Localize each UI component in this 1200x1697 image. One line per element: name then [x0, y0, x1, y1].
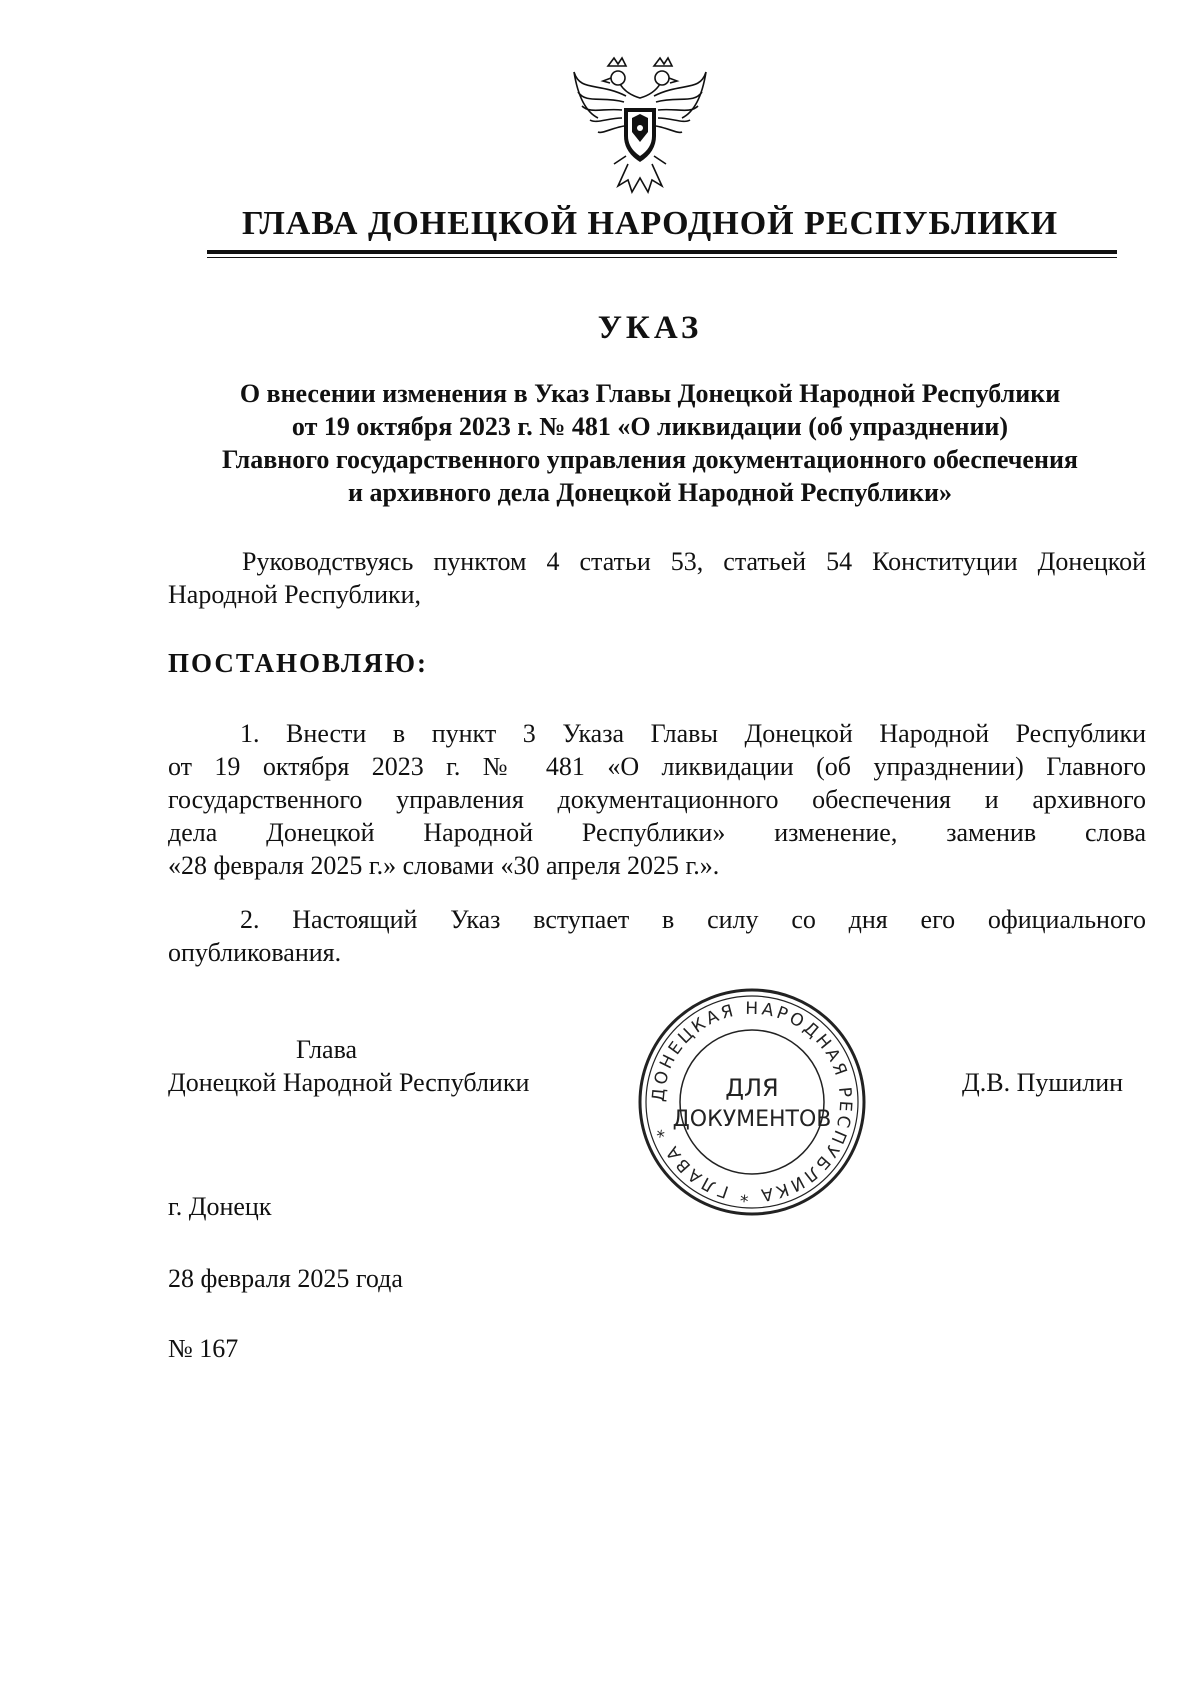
item-2-paragraph — [168, 903, 1146, 969]
signatory-title — [168, 1033, 588, 1099]
signatory-title-line: Глава — [296, 1035, 358, 1064]
signatory-name: Д.В. Пушилин — [962, 1068, 1124, 1097]
header-rule-thick — [207, 250, 1117, 254]
document-type: УКАЗ — [597, 310, 703, 346]
item-1-line: от 19 октября 2023 г. № 481 «О ликвидации (об упразднении) Главного — [168, 752, 1146, 781]
title-line: от 19 октября 2023 г. № 481 «О ликвидации (об упразднении) — [291, 412, 1009, 441]
signatory-title-line: Донецкой Народной Республики — [168, 1068, 530, 1097]
preamble-paragraph — [168, 545, 1146, 611]
title-line: Главного государственного управления документационного обеспечения — [222, 445, 1078, 474]
decree-number: № 167 — [168, 1334, 239, 1363]
preamble-line: Народной Республики, — [168, 580, 422, 609]
item-1-line: дела Донецкой Народной Республики» изменение, заменив слова — [168, 818, 1146, 847]
date-of-signing: 28 февраля 2025 года — [168, 1264, 403, 1293]
seal-center-line: ДОКУМЕНТОВ — [672, 1107, 832, 1132]
place-of-signing: г. Донецк — [168, 1192, 272, 1221]
document-title — [170, 377, 1130, 509]
item-2-line: 2. Настоящий Указ вступает в силу со дня его официального — [240, 905, 1146, 934]
item-1-line: государственного управления документационного обеспечения и архивного — [168, 785, 1146, 814]
issuing-authority-heading: ГЛАВА ДОНЕЦКОЙ НАРОДНОЙ РЕСПУБЛИКИ — [241, 205, 1059, 242]
decree-word: ПОСТАНОВЛЯЮ: — [168, 648, 428, 678]
official-seal — [632, 982, 872, 1222]
item-2-line: опубликования. — [168, 938, 342, 967]
preamble-line: Руководствуясь пунктом 4 статьи 53, статьей 54 Конституции Донецкой — [242, 547, 1146, 576]
header-rule-thin — [207, 257, 1117, 258]
item-1-line: 1. Внести в пункт 3 Указа Главы Донецкой Народной Республики — [240, 719, 1146, 748]
seal-ring-text: ДОНЕЦКАЯ НАРОДНАЯ РЕСПУБЛИКА * ГЛАВА * — [648, 998, 856, 1206]
item-1-line: «28 февраля 2025 г.» словами «30 апреля 2025 г.». — [168, 851, 720, 880]
title-line: и архивного дела Донецкой Народной Республики» — [348, 478, 952, 507]
seal-center-line: ДЛЯ — [725, 1074, 779, 1102]
double-headed-eagle-emblem-icon — [568, 52, 712, 202]
item-1-paragraph — [168, 717, 1146, 882]
title-line: О внесении изменения в Указ Главы Донецкой Народной Республики — [239, 379, 1061, 408]
